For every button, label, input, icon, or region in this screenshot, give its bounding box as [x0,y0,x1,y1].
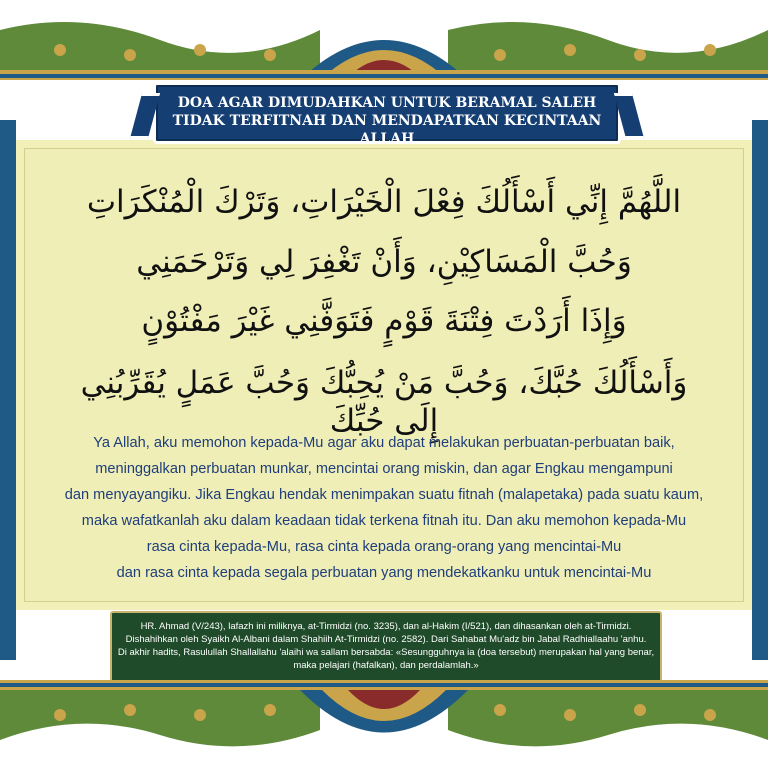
title-line-1: DOA AGAR DIMUDAHKAN UNTUK BERAMAL SALEH [177,95,597,111]
translation-block [18,430,750,586]
hadith-source-box [110,611,662,688]
translation-line: Ya Allah, aku memohon kepada-Mu agar aku dapat melakukan perbuatan-perbuatan baik, [93,435,675,451]
translation-line: maka wafatkanlah aku dalam keadaan tidak terkena fitnah itu. Dan aku memohon kepada-Mu [81,513,687,529]
arabic-line-2: وَحُبَّ الْمَسَاكِيْنِ، وَأَنْ تَغْفِرَ لِي وَتَرْحَمَنِي [136,244,632,280]
title-banner [153,82,621,147]
hadith-line: Dishahihkan oleh Syaikh Al-Albani dalam Shahiih At-Tirmidzi (no. 2582). Dari Sahabat Mu'adz bin Jabal Radhiallaahu 'anhu. [125,634,647,645]
arabic-line-3: وَإِذَا أَرَدْتَ فِتْنَةَ قَوْمٍ فَتَوَفَّنِي غَيْرَ مَفْتُوْنٍ [141,303,627,339]
right-ornament-border [752,120,768,660]
translation-line: meninggalkan perbuatan munkar, mencintai orang miskin, dan agar Engkau mengampuni [95,461,673,477]
translation-line: dan menyayangiku. Jika Engkau hendak menimpakan suatu fitnah (malapetaka) pada suatu kaum, [64,487,704,503]
translation-line: dan rasa cinta kepada segala perbuatan yang mendekatkanku untuk mencintai-Mu [116,565,652,581]
hadith-line: maka pelajari (hafalkan), dan perdalamlah.» [293,660,479,671]
top-ornament-border [0,0,768,80]
left-ornament-border [0,120,16,660]
bottom-ornament-border [0,680,768,768]
hadith-line: Di akhir hadits, Rasulullah Shallallahu 'alaihi wa sallam bersabda: «Sesungguhnya ia (doa tersebut) merupakan hal yang benar, [117,647,655,658]
arabic-line-1: اللَّهُمَّ إِنِّي أَسْأَلُكَ فِعْلَ الْخَيْرَاتِ، وَتَرْكَ الْمُنْكَرَاتِ [86,184,682,220]
translation-line: rasa cinta kepada-Mu, rasa cinta kepada orang-orang yang mencintai-Mu [146,539,622,555]
arabic-line-4: وَأَسْأَلُكَ حُبَّكَ، وَحُبَّ مَنْ يُحِبُّكَ وَحُبَّ عَمَلٍ يُقَرِّبُنِي إِلَى حُبِّكَ [80,365,688,439]
hadith-line: HR. Ahmad (V/243), lafazh ini miliknya, at-Tirmidzi (no. 3235), dan al-Hakim (I/521), dan dihasankan oleh at-Tirmidzi. [140,621,632,632]
title-line-2: TIDAK TERFITNAH DAN MENDAPATKAN KECINTAAN ALLAH [172,113,602,147]
